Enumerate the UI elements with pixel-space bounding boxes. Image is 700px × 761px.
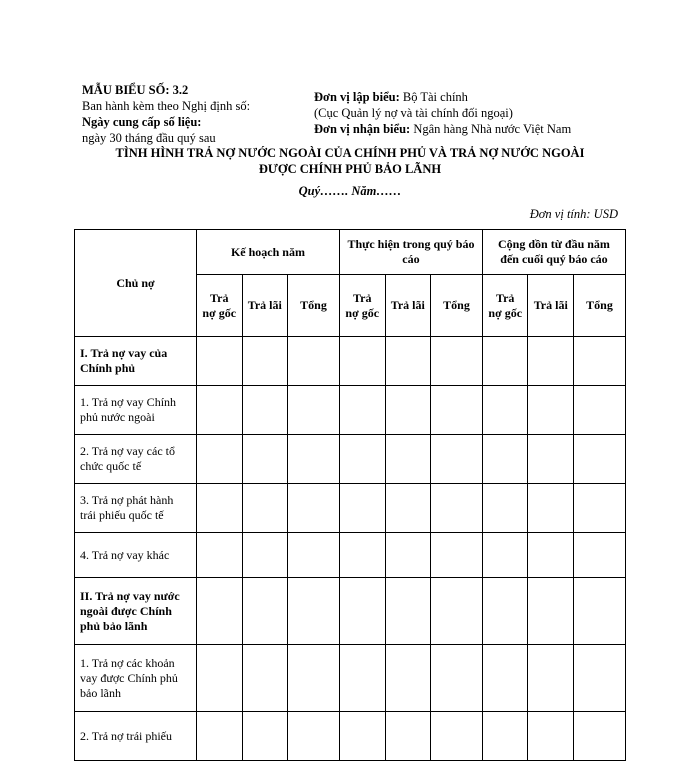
debt-repayment-table: [74, 229, 626, 761]
title-line-2: ĐƯỢC CHÍNH PHỦ BẢO LÃNH: [258, 162, 442, 176]
decree-reference: Ban hành kèm theo Nghị định số:: [82, 99, 251, 113]
value-cell: [431, 712, 483, 761]
value-cell: [574, 578, 626, 645]
value-cell: [482, 645, 528, 712]
table-row: [75, 435, 626, 484]
value-cell: [196, 645, 242, 712]
row-label: 4. Trả nợ vay khác: [75, 533, 197, 578]
value-cell: [288, 533, 340, 578]
value-cell: [528, 645, 574, 712]
value-cell: [196, 533, 242, 578]
maker-value: Bộ Tài chính: [402, 90, 468, 104]
value-cell: [242, 484, 288, 533]
value-cell: [385, 645, 431, 712]
value-cell: [482, 435, 528, 484]
value-cell: [339, 578, 385, 645]
group-header-cumulative: Cộng dồn từ đầu năm đến cuối quý báo cáo: [482, 230, 625, 275]
value-cell: [339, 435, 385, 484]
value-cell: [288, 645, 340, 712]
value-cell: [528, 435, 574, 484]
table-row: [75, 645, 626, 712]
value-cell: [482, 533, 528, 578]
row-label: 2. Trả nợ trái phiếu: [75, 712, 197, 761]
value-cell: [242, 712, 288, 761]
maker-label: Đơn vị lập biểu:: [314, 90, 400, 104]
title-line-1: TÌNH HÌNH TRẢ NỢ NƯỚC NGOÀI CỦA CHÍNH PHỦ VÀ TRẢ NỢ NƯỚC NGOÀI: [115, 146, 585, 160]
value-cell: [574, 435, 626, 484]
value-cell: [482, 337, 528, 386]
table-row: [75, 533, 626, 578]
table-row: [75, 484, 626, 533]
value-cell: [242, 578, 288, 645]
sub-header: Tổng: [574, 275, 626, 337]
value-cell: [431, 578, 483, 645]
value-cell: [482, 386, 528, 435]
value-cell: [288, 435, 340, 484]
value-cell: [242, 337, 288, 386]
supply-date-label: Ngày cung cấp số liệu:: [82, 115, 202, 129]
receiver-line: [314, 121, 614, 137]
value-cell: [339, 712, 385, 761]
value-cell: [196, 435, 242, 484]
value-cell: [574, 712, 626, 761]
sub-header: Tổng: [431, 275, 483, 337]
row-label: 1. Trả nợ các khoản vay được Chính phủ bảo lãnh: [75, 645, 197, 712]
value-cell: [196, 337, 242, 386]
value-cell: [196, 386, 242, 435]
value-cell: [385, 712, 431, 761]
sub-header: Trả lãi: [385, 275, 431, 337]
value-cell: [288, 386, 340, 435]
value-cell: [574, 645, 626, 712]
value-cell: [482, 484, 528, 533]
table-row: [75, 578, 626, 645]
group-header-plan: Kế hoạch năm: [196, 230, 339, 275]
value-cell: [339, 484, 385, 533]
value-cell: [288, 337, 340, 386]
value-cell: [528, 712, 574, 761]
sub-header: Trả nợ gốc: [482, 275, 528, 337]
receiver-label: Đơn vị nhận biểu:: [314, 122, 411, 136]
value-cell: [385, 386, 431, 435]
value-cell: [482, 712, 528, 761]
value-cell: [431, 645, 483, 712]
value-cell: [242, 645, 288, 712]
value-cell: [196, 578, 242, 645]
sub-header: Trả lãi: [528, 275, 574, 337]
value-cell: [431, 533, 483, 578]
sub-header: Trả lãi: [242, 275, 288, 337]
form-number: MẪU BIỂU SỐ: 3.2: [82, 83, 189, 97]
value-cell: [339, 337, 385, 386]
row-label: 3. Trả nợ phát hành trái phiếu quốc tế: [75, 484, 197, 533]
sub-header: Trả nợ gốc: [196, 275, 242, 337]
group-header-actual: Thực hiện trong quý báo cáo: [339, 230, 482, 275]
table-row: [75, 386, 626, 435]
value-cell: [339, 386, 385, 435]
value-cell: [528, 533, 574, 578]
value-cell: [528, 578, 574, 645]
value-cell: [339, 533, 385, 578]
unit-line: Đơn vị tính: USD: [529, 207, 618, 221]
row-label: II. Trả nợ vay nước ngoài được Chính phủ bảo lãnh: [75, 578, 197, 645]
value-cell: [431, 484, 483, 533]
value-cell: [242, 435, 288, 484]
value-cell: [574, 386, 626, 435]
value-cell: [431, 337, 483, 386]
value-cell: [242, 386, 288, 435]
value-cell: [339, 645, 385, 712]
value-cell: [385, 337, 431, 386]
table-row: [75, 712, 626, 761]
table-row: [75, 337, 626, 386]
creditor-header: Chủ nợ: [75, 230, 197, 337]
maker-sub: (Cục Quản lý nợ và tài chính đối ngoại): [314, 106, 513, 120]
receiver-value: Ngân hàng Nhà nước Việt Nam: [413, 122, 572, 136]
value-cell: [574, 337, 626, 386]
value-cell: [431, 386, 483, 435]
period-line: Quý……. Năm……: [298, 184, 402, 198]
row-label: 2. Trả nợ vay các tổ chức quốc tế: [75, 435, 197, 484]
value-cell: [288, 578, 340, 645]
value-cell: [528, 386, 574, 435]
value-cell: [431, 435, 483, 484]
value-cell: [385, 484, 431, 533]
document-title: [60, 145, 640, 177]
value-cell: [288, 484, 340, 533]
value-cell: [528, 337, 574, 386]
value-cell: [574, 484, 626, 533]
supply-date-value: ngày 30 tháng đầu quý sau: [82, 131, 216, 145]
value-cell: [196, 484, 242, 533]
value-cell: [574, 533, 626, 578]
header-right: [314, 89, 614, 137]
row-label: 1. Trả nợ vay Chính phủ nước ngoài: [75, 386, 197, 435]
row-label: I. Trả nợ vay của Chính phủ: [75, 337, 197, 386]
value-cell: [482, 578, 528, 645]
value-cell: [528, 484, 574, 533]
header-left: [82, 82, 312, 146]
value-cell: [385, 578, 431, 645]
value-cell: [196, 712, 242, 761]
maker-line: [314, 89, 614, 105]
value-cell: [385, 435, 431, 484]
value-cell: [288, 712, 340, 761]
value-cell: [242, 533, 288, 578]
value-cell: [385, 533, 431, 578]
sub-header: Tổng: [288, 275, 340, 337]
sub-header: Trả nợ gốc: [339, 275, 385, 337]
